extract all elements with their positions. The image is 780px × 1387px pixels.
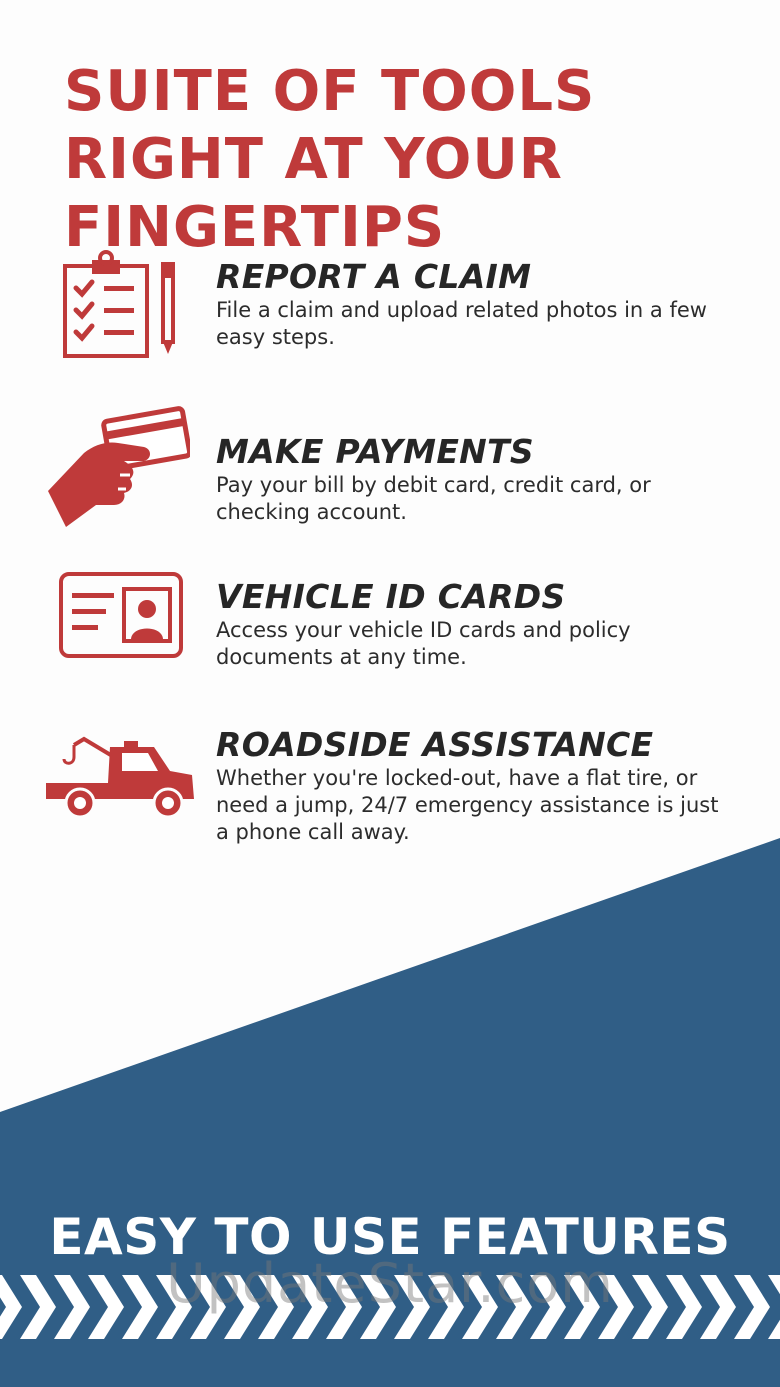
watermark: UpdateStar.com	[166, 1252, 614, 1315]
page-headline: SUITE OF TOOLS RIGHT AT YOUR FINGERTIPS	[64, 59, 596, 260]
feature-title: MAKE PAYMENTS	[216, 432, 534, 471]
feature-title: REPORT A CLAIM	[216, 257, 532, 296]
id-card-icon	[58, 571, 184, 664]
feature-description: Access your vehicle ID cards and policy documents at any time.	[216, 618, 631, 669]
feature-title: VEHICLE ID CARDS	[216, 577, 566, 616]
feature-title: ROADSIDE ASSISTANCE	[216, 725, 654, 764]
feature-description: Pay your bill by debit card, credit card, or checking account.	[216, 473, 651, 524]
footer-title: EASY TO USE FEATURES	[49, 1208, 731, 1266]
clipboard-checklist-icon	[62, 250, 182, 365]
feature-description: Whether you're locked-out, have a flat tire, or need a jump, 24/7 emergency assistance is just a phone call away.	[216, 766, 719, 844]
tow-truck-icon	[44, 735, 200, 826]
hand-credit-card-icon	[44, 405, 190, 536]
feature-description: File a claim and upload related photos in a few easy steps.	[216, 298, 707, 349]
